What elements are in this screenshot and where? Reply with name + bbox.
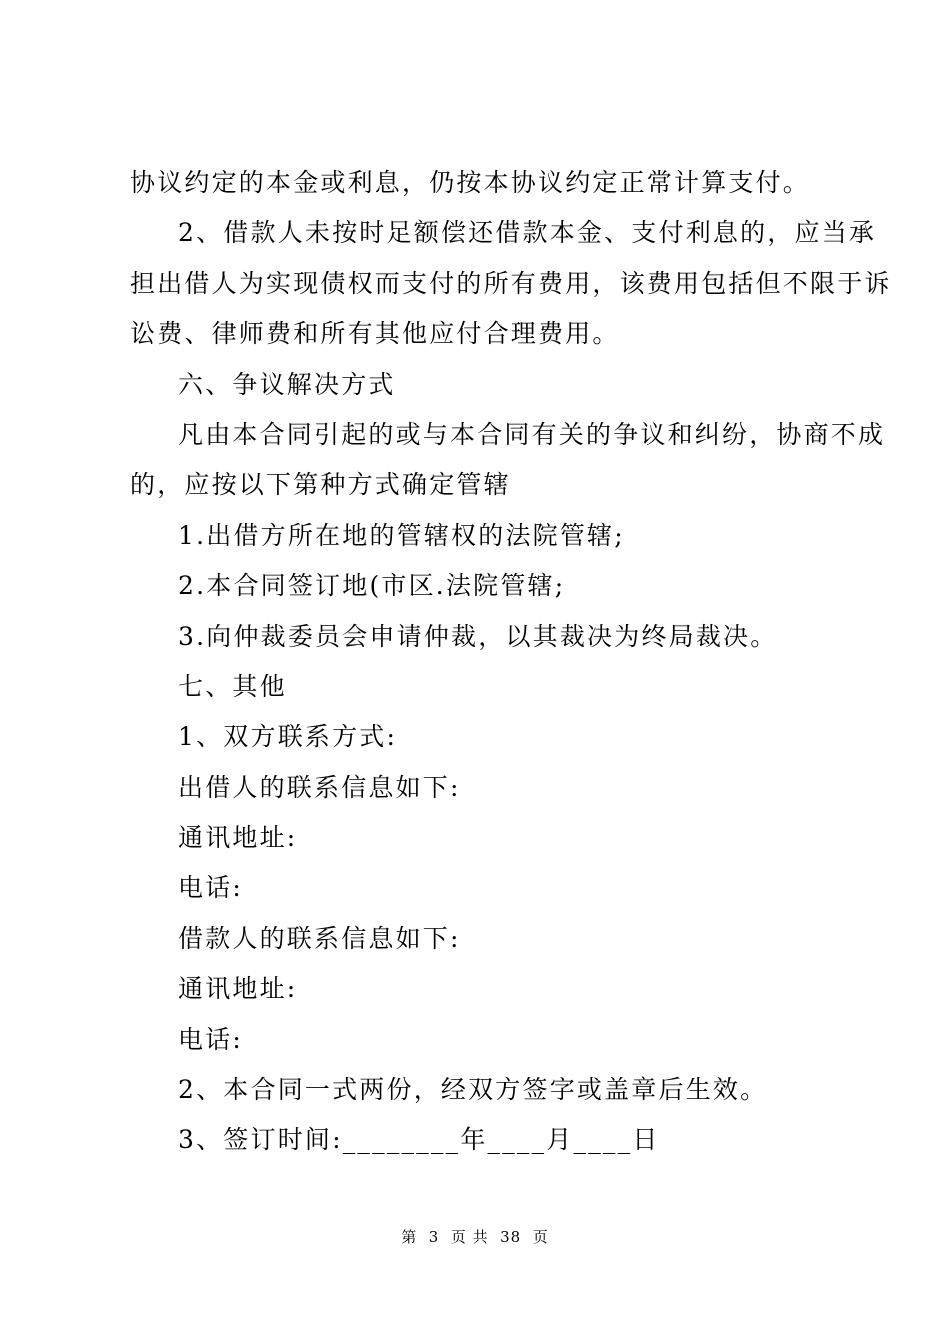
jurisdiction-option-2: 2.本合同签订地(市区.法院管辖; [178, 571, 566, 601]
clause-5-2-line-3: 讼费、律师费和所有其他应付合理费用。 [130, 319, 620, 349]
page-number-footer: 第 3 页 共 38 页 [401, 1228, 549, 1246]
clause-7-2: 2、本合同一式两份，经双方签字或盖章后生效。 [178, 1075, 768, 1105]
borrower-address-label: 通讯地址: [178, 974, 298, 1004]
lender-address-label: 通讯地址: [178, 823, 298, 853]
borrower-contact-heading: 借款人的联系信息如下: [178, 923, 461, 953]
clause-5-2-line-1: 2、借款人未按时足额偿还借款本金、支付利息的，应当承 [178, 218, 877, 248]
contract-body [130, 158, 892, 1166]
section-7-heading: 七、其他 [178, 671, 287, 701]
clause-7-1-heading: 1、双方联系方式: [178, 722, 398, 752]
section-6-intro-line-1: 凡由本合同引起的或与本合同有关的争议和纠纷，协商不成 [178, 419, 886, 449]
section-6-heading: 六、争议解决方式 [178, 369, 396, 399]
clause-5-2-line-2: 担出借人为实现债权而支付的所有费用，该费用包括但不限于诉 [130, 268, 892, 298]
signing-date-line: 3、签订时间:________年____月____日 [178, 1125, 660, 1155]
borrower-phone-label: 电话: [178, 1024, 244, 1054]
jurisdiction-option-1: 1.出借方所在地的管辖权的法院管辖; [178, 520, 625, 550]
jurisdiction-option-3: 3.向仲裁委员会申请仲裁，以其裁决为终局裁决。 [178, 621, 778, 651]
section-6-intro-line-2: 的，应按以下第种方式确定管辖 [130, 470, 511, 500]
text-line-continuation: 协议约定的本金或利息，仍按本协议约定正常计算支付。 [130, 168, 811, 197]
lender-contact-heading: 出借人的联系信息如下: [178, 772, 461, 802]
lender-phone-label: 电话: [178, 873, 244, 903]
